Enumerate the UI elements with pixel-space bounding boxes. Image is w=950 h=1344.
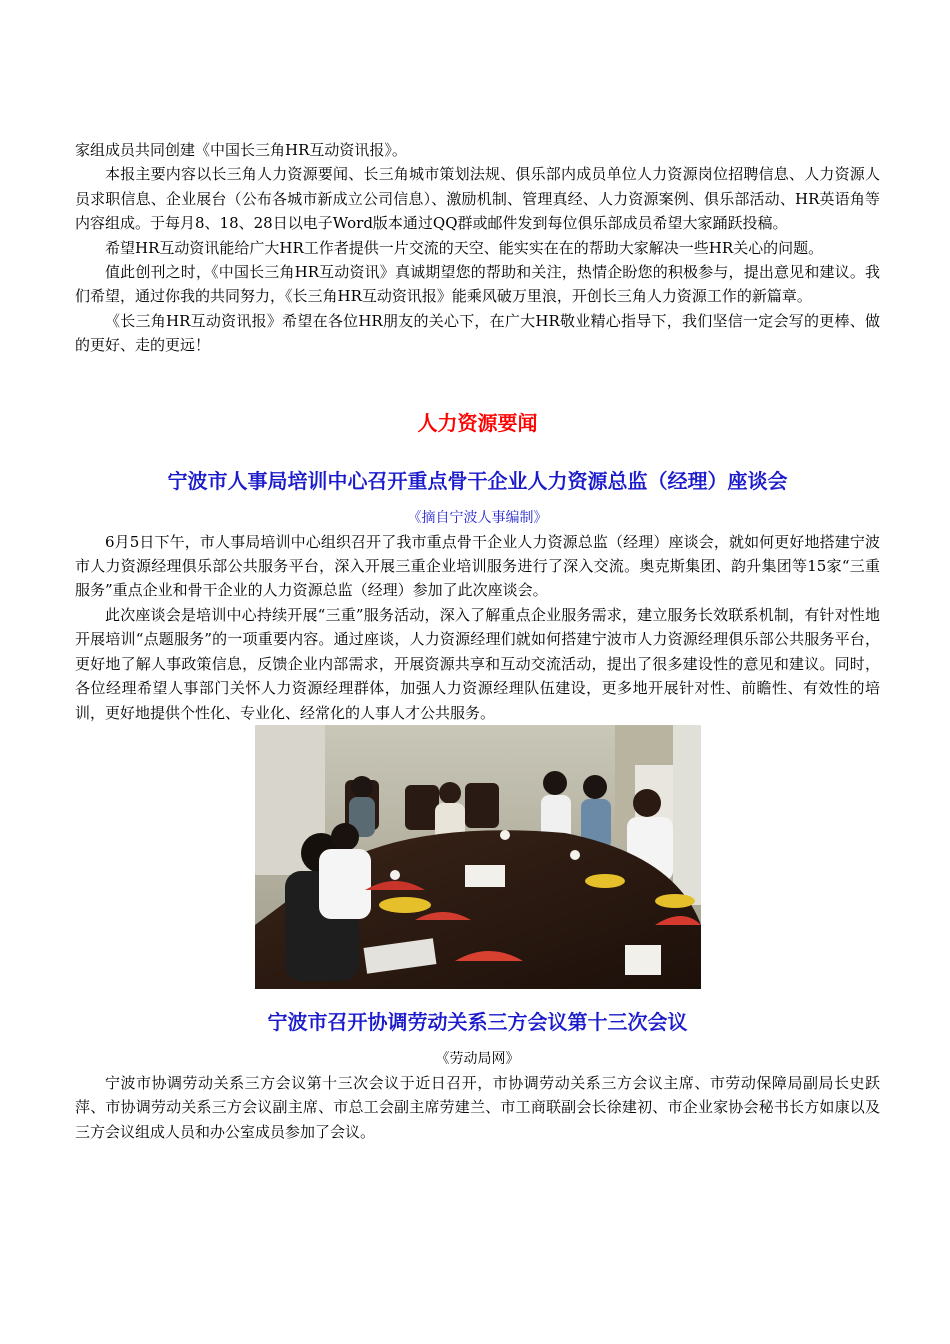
intro-paragraph-1: 家组成员共同创建《中国长三角HR互动资讯报》。 — [75, 141, 407, 159]
article1-paragraph-2: 此次座谈会是培训中心持续开展“三重”服务活动，深入了解重点企业服务需求，建立服务长效联系机制，有针对性地开展培训“点题服务”的一项重要内容。通过座谈，人力资源经理们就如何搭建宁波市人力资源经理俱乐部公共服务平台，更好地了解人事政策信息，反馈企业内部需求，开展资源共享和互动交流活动，提出了很多建设性的意见和建议。同时，各位经理希望人事部门关怀人力资源经理群体，加强人力资源经理队伍建设，更多地开展针对性、前瞻性、有效性的培训，更好地提供个性化、专业化、经常化的人事人才公共服务。 — [75, 605, 880, 722]
meeting-photo — [255, 725, 701, 989]
article2-title: 宁波市召开协调劳动关系三方会议第十三次会议 — [267, 1009, 688, 1034]
intro-paragraph-5: 《长三角HR互动资讯报》希望在各位HR朋友的关心下，在广大HR敬业精心指导下，我们坚信一定会写的更棒、做的更好、走的更远！ — [75, 311, 880, 355]
section-title: 人力资源要闻 — [417, 410, 538, 435]
intro-paragraph-4: 值此创刊之时，《中国长三角HR互动资讯》真诚期望您的帮助和关注，热情企盼您的积极参与，提出意见和建议。我们希望，通过你我的共同努力，《长三角HR互动资讯报》能乘风破万里浪，开创长三角人力资源工作的新篇章。 — [75, 263, 880, 306]
article1-title: 宁波市人事局培训中心召开重点骨干企业人力资源总监（经理）座谈会 — [167, 468, 788, 493]
intro-paragraph-2: 本报主要内容以长三角人力资源要闻、长三角城市策划法规、俱乐部内成员单位人力资源岗位招聘信息、人力资源人员求职信息、企业展台（公布各城市新成立公司信息）、激励机制、管理真经、人力资源案例、俱乐部活动、HR英语角等内容组成。于每月8、18、28日以电子Word版本通过QQ群或邮件发到每位俱乐部成员希望大家踊跃投稿。 — [75, 165, 880, 233]
article2-source: 《劳动局网》 — [435, 1050, 520, 1067]
intro-paragraph-3: 希望HR互动资讯能给广大HR工作者提供一片交流的天空、能实实在在的帮助大家解决一些HR关心的问题。 — [105, 238, 824, 257]
document-page — [75, 138, 880, 1144]
article2-paragraph-1: 宁波市协调劳动关系三方会议第十三次会议于近日召开，市协调劳动关系三方会议主席、市劳动保障局副局长史跃萍、市协调劳动关系三方会议副主席、市总工会副主席劳建兰、市工商联副会长徐建初、市企业家协会秘书长方如康以及三方会议组成人员和办公室成员参加了会议。 — [75, 1073, 880, 1141]
article1-source: 《摘自宁波人事编制》 — [407, 509, 548, 526]
article1-paragraph-1: 6月5日下午，市人事局培训中心组织召开了我市重点骨干企业人力资源总监（经理）座谈会，就如何更好地搭建宁波市人力资源经理俱乐部公共服务平台，深入开展三重企业培训服务进行了深入交流。奥克斯集团、韵升集团等15家“三重服务”重点企业和骨干企业的人力资源总监（经理）参加了此次座谈会。 — [75, 532, 880, 600]
